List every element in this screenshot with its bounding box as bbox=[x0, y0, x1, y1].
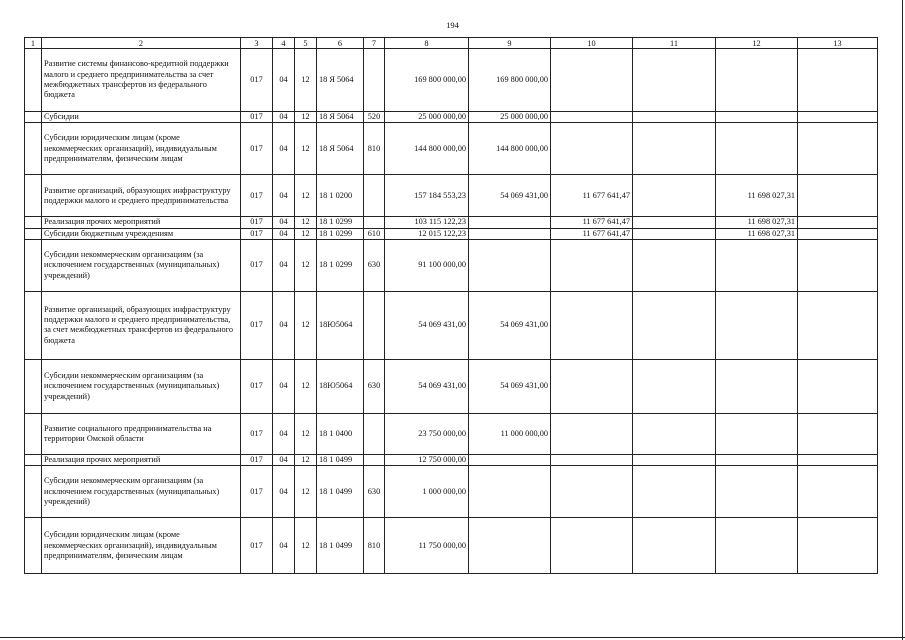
subsection-code: 12 bbox=[295, 518, 317, 574]
table-row bbox=[25, 217, 878, 228]
ministry-code: 017 bbox=[241, 466, 273, 518]
ministry-code: 017 bbox=[241, 454, 273, 465]
row-name: Субсидии юридическим лицам (кроме некоммерческих организаций), индивидуальным предпринимателям, физическим лицам bbox=[42, 123, 241, 175]
amount-col-11 bbox=[633, 454, 716, 465]
subsection-code: 12 bbox=[295, 466, 317, 518]
scan-border-right bbox=[902, 0, 903, 640]
ministry-code: 017 bbox=[241, 518, 273, 574]
row-index-cell bbox=[25, 49, 42, 112]
row-name: Реализация прочих мероприятий bbox=[42, 217, 241, 228]
target-article-code: 18 1 0400 bbox=[317, 413, 364, 454]
section-code: 04 bbox=[273, 112, 295, 123]
header-col-10: 10 bbox=[551, 38, 633, 49]
header-col-9: 9 bbox=[469, 38, 551, 49]
table-row bbox=[25, 413, 878, 454]
section-code: 04 bbox=[273, 466, 295, 518]
row-index-cell bbox=[25, 454, 42, 465]
amount-col-12 bbox=[716, 291, 798, 359]
row-index-cell bbox=[25, 466, 42, 518]
section-code: 04 bbox=[273, 359, 295, 413]
row-name: Развитие социального предпринимательства на территории Омской области bbox=[42, 413, 241, 454]
target-article-code: 18 1 0499 bbox=[317, 466, 364, 518]
table-row bbox=[25, 112, 878, 123]
amount-col-8: 169 800 000,00 bbox=[385, 49, 469, 112]
amount-col-10: 11 677 641,47 bbox=[551, 175, 633, 217]
target-article-code: 18 1 0499 bbox=[317, 518, 364, 574]
amount-col-8: 12 015 122,23 bbox=[385, 228, 469, 239]
header-col-13: 13 bbox=[798, 38, 878, 49]
amount-col-12 bbox=[716, 112, 798, 123]
ministry-code: 017 bbox=[241, 123, 273, 175]
amount-col-8: 12 750 000,00 bbox=[385, 454, 469, 465]
target-article-code: 18Ю5064 bbox=[317, 291, 364, 359]
section-code: 04 bbox=[273, 413, 295, 454]
table-row bbox=[25, 175, 878, 217]
header-col-4: 4 bbox=[273, 38, 295, 49]
amount-col-10 bbox=[551, 466, 633, 518]
table-row bbox=[25, 228, 878, 239]
amount-col-10 bbox=[551, 518, 633, 574]
amount-col-9 bbox=[469, 466, 551, 518]
expense-type-code: 520 bbox=[364, 112, 385, 123]
header-row bbox=[25, 38, 878, 49]
expense-type-code: 610 bbox=[364, 228, 385, 239]
amount-col-13 bbox=[798, 454, 878, 465]
expense-type-code bbox=[364, 291, 385, 359]
row-name: Развитие организаций, образующих инфраструктуру поддержки малого и среднего предпринимательства bbox=[42, 175, 241, 217]
amount-col-9 bbox=[469, 454, 551, 465]
section-code: 04 bbox=[273, 291, 295, 359]
amount-col-8: 23 750 000,00 bbox=[385, 413, 469, 454]
amount-col-11 bbox=[633, 291, 716, 359]
target-article-code: 18 1 0499 bbox=[317, 454, 364, 465]
amount-col-13 bbox=[798, 175, 878, 217]
row-name: Субсидии bbox=[42, 112, 241, 123]
amount-col-10 bbox=[551, 454, 633, 465]
amount-col-12 bbox=[716, 454, 798, 465]
section-code: 04 bbox=[273, 49, 295, 112]
expense-type-code bbox=[364, 175, 385, 217]
ministry-code: 017 bbox=[241, 228, 273, 239]
row-index-cell bbox=[25, 239, 42, 291]
amount-col-13 bbox=[798, 359, 878, 413]
amount-col-12 bbox=[716, 123, 798, 175]
amount-col-9: 144 800 000,00 bbox=[469, 123, 551, 175]
page-number: 194 bbox=[446, 20, 459, 30]
header-col-12: 12 bbox=[716, 38, 798, 49]
amount-col-12 bbox=[716, 239, 798, 291]
subsection-code: 12 bbox=[295, 217, 317, 228]
amount-col-8: 1 000 000,00 bbox=[385, 466, 469, 518]
subsection-code: 12 bbox=[295, 291, 317, 359]
header-col-5: 5 bbox=[295, 38, 317, 49]
expense-type-code: 630 bbox=[364, 239, 385, 291]
amount-col-10 bbox=[551, 291, 633, 359]
amount-col-11 bbox=[633, 228, 716, 239]
ministry-code: 017 bbox=[241, 413, 273, 454]
amount-col-12 bbox=[716, 413, 798, 454]
amount-col-9 bbox=[469, 239, 551, 291]
amount-col-12: 11 698 027,31 bbox=[716, 175, 798, 217]
amount-col-11 bbox=[633, 217, 716, 228]
amount-col-12: 11 698 027,31 bbox=[716, 228, 798, 239]
ministry-code: 017 bbox=[241, 217, 273, 228]
amount-col-9: 54 069 431,00 bbox=[469, 175, 551, 217]
row-name: Реализация прочих мероприятий bbox=[42, 454, 241, 465]
section-code: 04 bbox=[273, 175, 295, 217]
row-index-cell bbox=[25, 228, 42, 239]
row-name: Субсидии некоммерческим организациям (за исключением государственных (муниципальных) учреждений) bbox=[42, 359, 241, 413]
amount-col-10: 11 677 641,47 bbox=[551, 228, 633, 239]
ministry-code: 017 bbox=[241, 359, 273, 413]
ministry-code: 017 bbox=[241, 291, 273, 359]
target-article-code: 18 1 0200 bbox=[317, 175, 364, 217]
row-name: Субсидии бюджетным учреждениям bbox=[42, 228, 241, 239]
expense-type-code: 630 bbox=[364, 359, 385, 413]
amount-col-8: 103 115 122,23 bbox=[385, 217, 469, 228]
row-index-cell bbox=[25, 123, 42, 175]
amount-col-8: 11 750 000,00 bbox=[385, 518, 469, 574]
expense-type-code bbox=[364, 49, 385, 112]
subsection-code: 12 bbox=[295, 413, 317, 454]
amount-col-11 bbox=[633, 518, 716, 574]
amount-col-12 bbox=[716, 466, 798, 518]
amount-col-11 bbox=[633, 112, 716, 123]
target-article-code: 18Ю5064 bbox=[317, 359, 364, 413]
target-article-code: 18 1 0299 bbox=[317, 239, 364, 291]
amount-col-9 bbox=[469, 518, 551, 574]
amount-col-8: 54 069 431,00 bbox=[385, 359, 469, 413]
amount-col-12 bbox=[716, 359, 798, 413]
amount-col-10: 11 677 641,47 bbox=[551, 217, 633, 228]
ministry-code: 017 bbox=[241, 239, 273, 291]
amount-col-13 bbox=[798, 413, 878, 454]
amount-col-8: 144 800 000,00 bbox=[385, 123, 469, 175]
expense-type-code bbox=[364, 217, 385, 228]
subsection-code: 12 bbox=[295, 228, 317, 239]
amount-col-11 bbox=[633, 413, 716, 454]
table-row bbox=[25, 291, 878, 359]
ministry-code: 017 bbox=[241, 175, 273, 217]
amount-col-10 bbox=[551, 413, 633, 454]
section-code: 04 bbox=[273, 454, 295, 465]
expense-type-code: 810 bbox=[364, 518, 385, 574]
amount-col-13 bbox=[798, 49, 878, 112]
header-col-6: 6 bbox=[317, 38, 364, 49]
table-row bbox=[25, 454, 878, 465]
target-article-code: 18 Я 5064 bbox=[317, 49, 364, 112]
section-code: 04 bbox=[273, 239, 295, 291]
row-index-cell bbox=[25, 359, 42, 413]
amount-col-11 bbox=[633, 466, 716, 518]
amount-col-10 bbox=[551, 123, 633, 175]
table-row bbox=[25, 518, 878, 574]
table-row bbox=[25, 123, 878, 175]
header-col-2: 2 bbox=[42, 38, 241, 49]
target-article-code: 18 1 0299 bbox=[317, 228, 364, 239]
ministry-code: 017 bbox=[241, 49, 273, 112]
amount-col-10 bbox=[551, 49, 633, 112]
row-index-cell bbox=[25, 413, 42, 454]
amount-col-13 bbox=[798, 518, 878, 574]
subsection-code: 12 bbox=[295, 112, 317, 123]
target-article-code: 18 1 0299 bbox=[317, 217, 364, 228]
amount-col-11 bbox=[633, 239, 716, 291]
amount-col-13 bbox=[798, 466, 878, 518]
section-code: 04 bbox=[273, 518, 295, 574]
subsection-code: 12 bbox=[295, 175, 317, 217]
amount-col-9: 169 800 000,00 bbox=[469, 49, 551, 112]
amount-col-10 bbox=[551, 239, 633, 291]
expense-type-code: 630 bbox=[364, 466, 385, 518]
subsection-code: 12 bbox=[295, 454, 317, 465]
amount-col-11 bbox=[633, 123, 716, 175]
subsection-code: 12 bbox=[295, 123, 317, 175]
amount-col-9 bbox=[469, 217, 551, 228]
row-index-cell bbox=[25, 518, 42, 574]
subsection-code: 12 bbox=[295, 49, 317, 112]
subsection-code: 12 bbox=[295, 359, 317, 413]
amount-col-9: 54 069 431,00 bbox=[469, 291, 551, 359]
amount-col-9: 11 000 000,00 bbox=[469, 413, 551, 454]
header-col-3: 3 bbox=[241, 38, 273, 49]
section-code: 04 bbox=[273, 217, 295, 228]
amount-col-11 bbox=[633, 49, 716, 112]
target-article-code: 18 Я 5064 bbox=[317, 112, 364, 123]
amount-col-10 bbox=[551, 112, 633, 123]
row-index-cell bbox=[25, 217, 42, 228]
amount-col-8: 54 069 431,00 bbox=[385, 291, 469, 359]
amount-col-13 bbox=[798, 291, 878, 359]
header-col-7: 7 bbox=[364, 38, 385, 49]
amount-col-10 bbox=[551, 359, 633, 413]
ministry-code: 017 bbox=[241, 112, 273, 123]
row-index-cell bbox=[25, 175, 42, 217]
budget-table bbox=[24, 37, 878, 574]
row-name: Субсидии юридическим лицам (кроме некоммерческих организаций), индивидуальным предпринимателям, физическим лицам bbox=[42, 518, 241, 574]
amount-col-13 bbox=[798, 228, 878, 239]
row-index-cell bbox=[25, 112, 42, 123]
table-row bbox=[25, 49, 878, 112]
section-code: 04 bbox=[273, 228, 295, 239]
table-row bbox=[25, 466, 878, 518]
row-index-cell bbox=[25, 291, 42, 359]
row-name: Субсидии некоммерческим организациям (за исключением государственных (муниципальных) учреждений) bbox=[42, 239, 241, 291]
target-article-code: 18 Я 5064 bbox=[317, 123, 364, 175]
table-row bbox=[25, 359, 878, 413]
amount-col-8: 91 100 000,00 bbox=[385, 239, 469, 291]
amount-col-12 bbox=[716, 518, 798, 574]
header-col-8: 8 bbox=[385, 38, 469, 49]
amount-col-13 bbox=[798, 112, 878, 123]
row-name: Субсидии некоммерческим организациям (за исключением государственных (муниципальных) учреждений) bbox=[42, 466, 241, 518]
amount-col-11 bbox=[633, 359, 716, 413]
amount-col-12 bbox=[716, 49, 798, 112]
amount-col-9: 25 000 000,00 bbox=[469, 112, 551, 123]
table-row bbox=[25, 239, 878, 291]
amount-col-13 bbox=[798, 217, 878, 228]
header-col-11: 11 bbox=[633, 38, 716, 49]
subsection-code: 12 bbox=[295, 239, 317, 291]
amount-col-9 bbox=[469, 228, 551, 239]
section-code: 04 bbox=[273, 123, 295, 175]
amount-col-9: 54 069 431,00 bbox=[469, 359, 551, 413]
amount-col-11 bbox=[633, 175, 716, 217]
expense-type-code bbox=[364, 413, 385, 454]
scan-border-bottom bbox=[0, 637, 905, 638]
amount-col-13 bbox=[798, 123, 878, 175]
amount-col-13 bbox=[798, 239, 878, 291]
amount-col-8: 157 184 553,23 bbox=[385, 175, 469, 217]
expense-type-code bbox=[364, 454, 385, 465]
amount-col-12: 11 698 027,31 bbox=[716, 217, 798, 228]
amount-col-8: 25 000 000,00 bbox=[385, 112, 469, 123]
row-name: Развитие системы финансово-кредитной поддержки малого и среднего предпринимательства за счет межбюджетных трансфертов из федерального бюджета bbox=[42, 49, 241, 112]
row-name: Развитие организаций, образующих инфраструктуру поддержки малого и среднего предпринимательства, за счет межбюджетных трансфертов из федерального бюджета bbox=[42, 291, 241, 359]
header-col-1: 1 bbox=[25, 38, 42, 49]
expense-type-code: 810 bbox=[364, 123, 385, 175]
